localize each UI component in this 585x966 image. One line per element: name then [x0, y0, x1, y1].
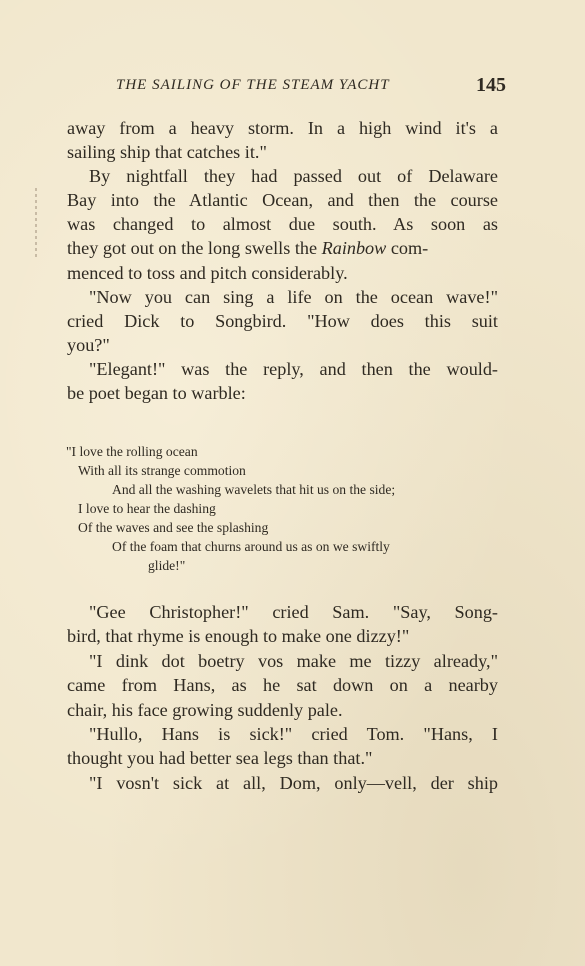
- verse-line: Of the foam that churns around us as on we swiftly: [112, 539, 390, 554]
- verse-line: With all its strange commotion: [78, 463, 246, 478]
- text-line: "Now you can sing a life on the ocean wave!": [89, 286, 498, 307]
- poem-verse: [66, 442, 506, 575]
- text-line: "Elegant!" was the reply, and then the would-: [89, 358, 498, 379]
- text-line: away from a heavy storm. In a high wind it's a: [67, 118, 498, 138]
- margin-pencil-mark: [35, 188, 37, 258]
- text-line: was changed to almost due south. As soon as: [67, 214, 498, 235]
- text-fragment: they got out on the long swells the: [67, 238, 322, 259]
- text-line: bird, that rhyme is enough to make one dizzy!": [67, 626, 410, 647]
- text-line: "Hullo, Hans is sick!" cried Tom. "Hans, I: [89, 724, 498, 745]
- passage-bottom: [67, 600, 498, 795]
- text-fragment: com-: [386, 238, 429, 259]
- text-line: you?": [67, 334, 110, 355]
- verse-line: I love to hear the dashing: [78, 501, 216, 516]
- verse-line: And all the washing wavelets that hit us on the side;: [112, 482, 396, 497]
- page-number: 145: [476, 74, 506, 96]
- passage-top: [67, 116, 498, 405]
- verse-line: Of the waves and see the splashing: [78, 520, 269, 535]
- verse-line: "I love the rolling ocean: [66, 444, 198, 459]
- text-line: By nightfall they had passed out of Delaware: [89, 166, 498, 187]
- text-line: menced to toss and pitch considerably.: [67, 262, 348, 283]
- running-head-title: THE SAILING OF THE STEAM YACHT: [116, 77, 390, 93]
- text-line: thought you had better sea legs than that.": [67, 748, 373, 769]
- text-line: be poet began to warble:: [67, 383, 246, 404]
- text-line: "I dink dot boetry vos make me tizzy already,": [89, 650, 498, 671]
- text-line: "I vosn't sick at all, Dom, only—vell, der ship: [89, 772, 498, 793]
- running-head: [116, 74, 506, 100]
- text-line: "Gee Christopher!" cried Sam. "Say, Song-: [89, 602, 498, 622]
- verse-line: glide!": [148, 558, 186, 573]
- text-line: came from Hans, as he sat down on a nearby: [67, 675, 498, 696]
- ship-name: Rainbow: [321, 238, 387, 259]
- text-line: Bay into the Atlantic Ocean, and then the course: [67, 190, 498, 211]
- text-line: cried Dick to Songbird. "How does this suit: [67, 310, 498, 331]
- text-line: sailing ship that catches it.": [67, 142, 267, 163]
- text-line: chair, his face growing suddenly pale.: [67, 699, 343, 720]
- text-line: [67, 236, 498, 260]
